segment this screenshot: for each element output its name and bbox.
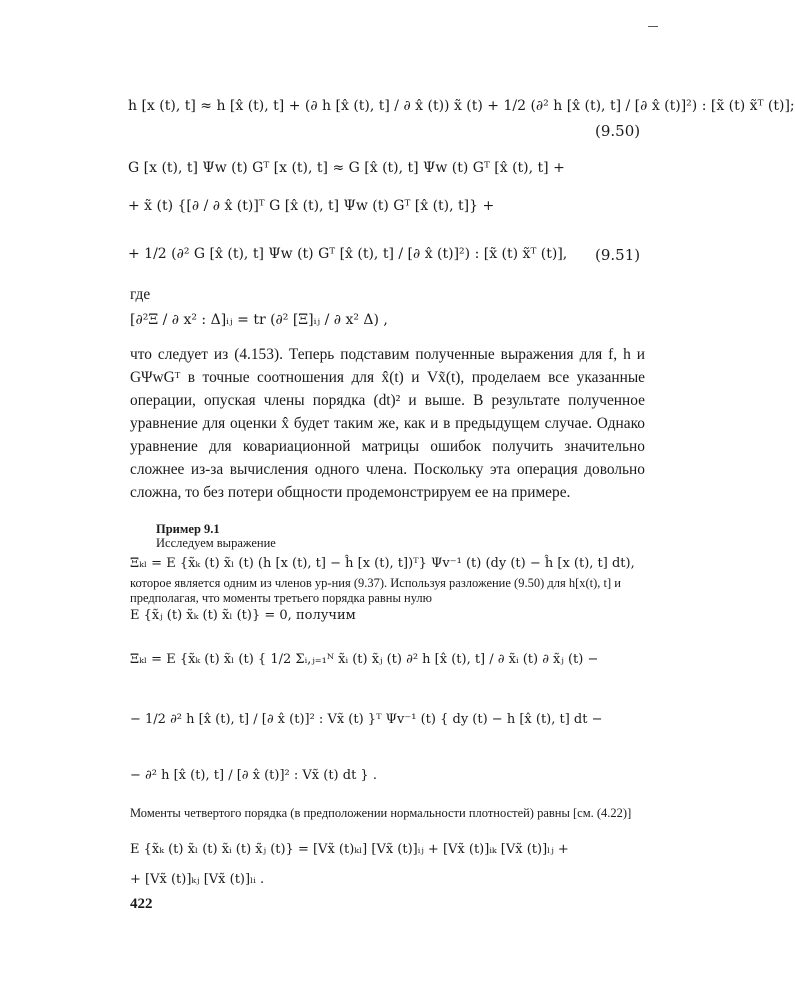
corner-mark — [648, 26, 658, 27]
example-intro: Исследуем выражение — [156, 536, 276, 550]
paragraph-1: что следует из (4.153). Теперь подставим полученные выражения для f, h и GΨwGᵀ в точные соотношения для x̂(t) и Vx̃(t), проделаем все указанные операции, опуская члены порядка (dt)² и выше. В результате полученное уравнение для оценки x̂ будет таким же, как и в предыдущем случае. Однако уравнение для ковариационной матрицы ошибок получить значительно сложнее из-за вычисления одного члена. Поскольку эта операция довольно сложна, то без потери общности продемонстрируем ее на примере. — [130, 346, 645, 501]
moments-third-order: E {x̃ⱼ (t) x̃ₖ (t) x̃ₗ (t)} = 0, получим — [130, 608, 356, 623]
moments-fourth-line-2: + [Vx̃ (t)]ₖⱼ [Vx̃ (t)]ₗᵢ . — [130, 872, 265, 887]
page-number: 422 — [130, 896, 153, 912]
moments-paragraph — [130, 806, 645, 821]
equation-9-51-line-1: G [x (t), t] Ψw (t) Gᵀ [x (t), t] ≈ G [x̂ (t), t] Ψw (t) Gᵀ [x̂ (t), t] + — [128, 160, 565, 176]
moments-fourth-line-1: E {x̃ₖ (t) x̃ₗ (t) x̃ᵢ (t) x̃ⱼ (t)} = [Vx̃ (t)ₖₗ] [Vx̃ (t)]ᵢⱼ + [Vx̃ (t)]ᵢₖ [Vx̃ (t)]ₗⱼ + — [130, 842, 569, 857]
example-text: которое является одним из членов ур-ния (9.37). Используя разложение (9.50) для h[x(t), t] и предполагая, что моменты третьего порядка равны нулю — [130, 576, 621, 605]
xi-equation-line-1: Ξₖₗ = E {x̃ₖ (t) x̃ₗ (t) { 1/2 Σᵢ,ⱼ₌₁ᴺ x̃ᵢ (t) x̃ⱼ (t) ∂² h [x̂ (t), t] / ∂ x̃ᵢ (t) ∂ x̃ⱼ (t) − — [130, 652, 599, 667]
xi-equation-line-3: − ∂² h [x̂ (t), t] / [∂ x̂ (t)]² : Vx̃ (t) dt } . — [130, 768, 377, 783]
equation-9-51-line-2: + x̃ (t) {[∂ / ∂ x̂ (t)]ᵀ G [x̂ (t), t] Ψw (t) Gᵀ [x̂ (t), t]} + — [128, 198, 495, 214]
xi-equation-line-2: − 1/2 ∂² h [x̂ (t), t] / [∂ x̂ (t)]² : Vx̃ (t) }ᵀ Ψv⁻¹ (t) { dy (t) − h [x̂ (t), t] dt − — [130, 712, 603, 727]
example-equation: Ξₖₗ = E {x̃ₖ (t) x̃ₗ (t) (h [x (t), t] − ĥ [x (t), t])ᵀ} Ψv⁻¹ (t) (dy (t) − ĥ [x (t), t] dt), — [130, 556, 635, 571]
where-label: где — [130, 286, 151, 303]
main-paragraph — [130, 343, 645, 504]
moments-text: Моменты четвертого порядка (в предположении нормальности плотностей) равны [см. (4.22)] — [130, 806, 632, 820]
equation-number-9-50: (9.50) — [595, 122, 641, 140]
example-heading: Пример 9.1 — [156, 522, 220, 536]
example-paragraph — [130, 576, 645, 606]
equation-9-50: h [x (t), t] ≈ h [x̂ (t), t] + (∂ h [x̂ (t), t] / ∂ x̂ (t)) x̃ (t) + 1/2 (∂² h [x̂ (t), t] / [∂ x̂ (t)]²) : [x̃ (t) x̃ᵀ (t)]; — [128, 98, 795, 114]
where-formula: [∂²Ξ / ∂ x² : Δ]ᵢⱼ = tr (∂² [Ξ]ᵢⱼ / ∂ x² Δ) , — [130, 312, 388, 328]
equation-9-51-line-3: + 1/2 (∂² G [x̂ (t), t] Ψw (t) Gᵀ [x̂ (t), t] / [∂ x̂ (t)]²) : [x̃ (t) x̃ᵀ (t)], — [128, 246, 568, 262]
equation-number-9-51: (9.51) — [595, 246, 641, 264]
